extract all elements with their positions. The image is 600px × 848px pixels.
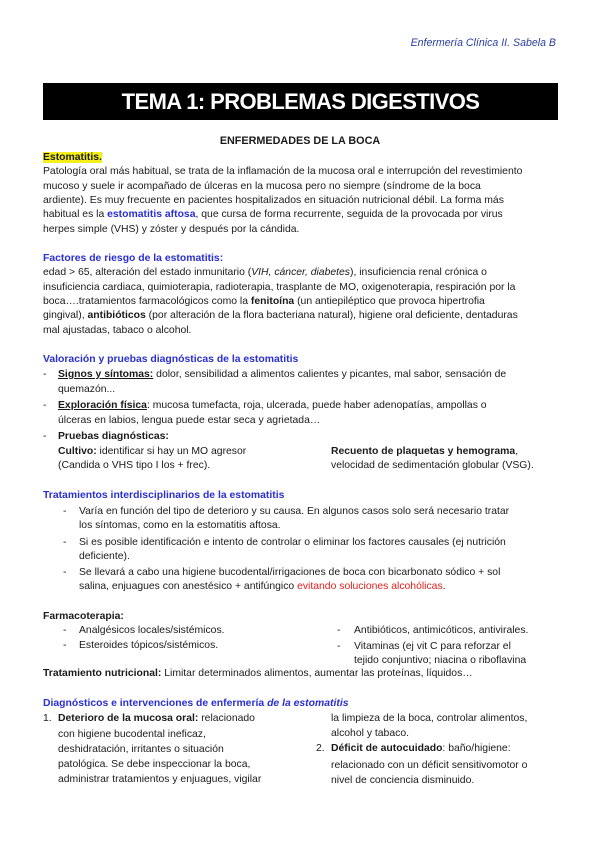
riesgo-line-1 (43, 266, 558, 281)
fenitoina-term: fenitoína (250, 296, 295, 307)
section-title: ENFERMEDADES DE LA BOCA (219, 135, 381, 147)
farmaco-item-esteroides: Esteroides tópicos/sistémicos. (79, 640, 219, 651)
estomatitis-aftosa-term: estomatitis aftosa (107, 209, 196, 220)
cultivo-line-2: (Candida o VHS tipo I los + frec). (58, 460, 211, 471)
evitar-alcohol-warning: evitando soluciones alcohólicas (297, 581, 443, 592)
riesgo-line-4 (43, 309, 558, 324)
farmaco-item-vitaminas-line-2: tejido conjuntivo; niacina o riboflavina (354, 655, 527, 666)
list-dash: - (337, 641, 341, 652)
deterioro-line-3: deshidratación, irritantes o situación (58, 744, 224, 755)
list-dash: - (337, 625, 341, 636)
farmaco-item-vitaminas-line-1: Vitaminas (ej vit C para reforzar el (354, 641, 511, 652)
deterioro-line-4: patológica. Se debe inspeccionar la boca, (58, 759, 251, 770)
text-segment: relacionado (198, 713, 255, 724)
text-segment: dolor, sensibilidad a alimentos calientes y picantes, mal sabor, sensación de (153, 369, 507, 380)
text-segment: ), insuficiencia renal crónica o (350, 267, 487, 278)
page-title-banner: TEMA 1: PROBLEMAS DIGESTIVOS (43, 83, 558, 120)
list-dash: - (63, 567, 67, 578)
estomatitis-line-4 (43, 208, 558, 223)
list-dash: - (43, 431, 47, 442)
cultivo-line-1 (58, 445, 328, 460)
estomatitis-line-1: Patología oral más habitual, se trata de la inflamación de la mucosa oral e interrupción del revestimiento (43, 166, 523, 177)
tratamientos-heading: Tratamientos interdisciplinarios de la estomatitis (43, 490, 285, 501)
estomatitis-heading-line (43, 151, 558, 166)
nutricional-label: Tratamiento nutricional: (43, 668, 162, 679)
recuento-line-1 (331, 445, 561, 460)
tratamiento-2-line-2: deficiente). (79, 551, 130, 562)
nutricional-line (43, 667, 558, 682)
list-dash: - (63, 506, 67, 517)
text-segment: Limitar determinados alimentos, aumentar las proteínas, líquidos… (161, 668, 473, 679)
list-number-2: 2. (316, 743, 325, 754)
recuento-label: Recuento de plaquetas y hemograma (331, 446, 516, 457)
antibioticos-term: antibióticos (87, 310, 146, 321)
farmaco-heading: Farmacoterapia: (43, 611, 124, 622)
header-note: Enfermería Clínica II. Sabela B (410, 37, 556, 49)
list-dash: - (43, 400, 47, 411)
text-segment: , que cursa de forma recurrente, seguida de la provocada por virus (195, 209, 503, 220)
text-segment: de la estomatitis (267, 698, 349, 709)
text-segment: edad > 65, alteración del estado inmunitario ( (43, 267, 252, 278)
text-segment: , (515, 446, 519, 457)
exploracion-line-1 (58, 399, 558, 414)
diagnosticos-heading (43, 697, 558, 712)
text-segment: identificar si hay un MO agresor (96, 446, 247, 457)
text-segment: : baño/higiene: (442, 743, 511, 754)
list-dash: - (43, 369, 47, 380)
deterioro-label: Deterioro de la mucosa oral: (58, 713, 199, 724)
deterioro-continued-line-1: la limpieza de la boca, controlar alimentos, (331, 713, 528, 724)
tratamiento-3-line-2 (79, 580, 554, 595)
cultivo-label: Cultivo: (58, 446, 97, 457)
text-segment: : mucosa tumefacta, roja, ulcerada, puede haber adenopatías, ampollas o (146, 400, 487, 411)
list-dash: - (63, 625, 67, 636)
text-segment: (por alteración de la flora bacteriana natural), higiene oral deficiente, dentaduras (145, 310, 518, 321)
signos-line-1 (58, 368, 558, 383)
text-segment: Diagnósticos e intervenciones de enfermería (43, 698, 268, 709)
deterioro-line-1 (58, 712, 318, 727)
deterioro-line-5: administrar tratamientos y enjuagues, vigilar (58, 774, 262, 785)
text-segment: (un antiepiléptico que provoca hipertrofia (294, 296, 485, 307)
estomatitis-heading: Estomatitis. (43, 152, 102, 163)
farmaco-item-antibioticos: Antibióticos, antimicóticos, antivirales. (354, 625, 529, 636)
list-dash: - (63, 537, 67, 548)
deficit-label: Déficit de autocuidado (331, 743, 443, 754)
text-segment: gingival), (43, 310, 88, 321)
deficit-line-3: nivel de conciencia disminuido. (331, 775, 475, 786)
recuento-line-2: velocidad de sedimentación globular (VSG). (331, 460, 534, 471)
deficit-line-1 (331, 742, 561, 757)
exploracion-line-2: úlceras en labios, lengua puede estar seca y agrietada… (58, 415, 321, 426)
text-segment: habitual es la (43, 209, 108, 220)
riesgo-heading: Factores de riesgo de la estomatitis: (43, 253, 224, 264)
list-number-1: 1. (43, 713, 52, 724)
riesgo-line-2: insuficiencia cardiaca, quimioterapia, radioterapia, trasplante de MO, oxigenoterapia, respiración por la (43, 282, 516, 293)
list-dash: - (63, 640, 67, 651)
valoracion-heading: Valoración y pruebas diagnósticas de la estomatitis (43, 354, 299, 365)
riesgo-line-5: mal ajustadas, tabaco o alcohol. (43, 325, 192, 336)
exploracion-label: Exploración física (58, 400, 147, 411)
tratamiento-1-line-2: los síntomas, como en la estomatitis aftosa. (79, 520, 281, 531)
estomatitis-line-5: herpes simple (VHS) y zóster y después por la cándida. (43, 224, 300, 235)
deterioro-continued-line-2: alcohol y tabaco. (331, 728, 409, 739)
tratamiento-2-line-1: Si es posible identificación e intento de controlar o eliminar los factores causales (ej nutrición (79, 537, 506, 548)
signos-line-2: quemazón... (58, 384, 116, 395)
text-segment: boca….tratamientos farmacológicos como la (43, 296, 251, 307)
tratamiento-1-line-1: Varía en función del tipo de deterioro y su causa. En algunos casos solo será necesario tratar (79, 506, 510, 517)
deterioro-line-2: con higiene bucodental ineficaz, (58, 729, 206, 740)
deficit-line-2: relacionado con un déficit sensitivomotor o (331, 760, 528, 771)
farmaco-item-analgesicos: Analgésicos locales/sistémicos. (79, 625, 225, 636)
estomatitis-line-2: mucoso y suele ir acompañado de úlceras en la mucosa pero no siempre (síndrome de la boca (43, 181, 481, 192)
pruebas-label: Pruebas diagnósticas: (58, 431, 169, 442)
tratamiento-3-line-1: Se llevará a cabo una higiene bucodental/irrigaciones de boca con bicarbonato sódico + sol (79, 567, 501, 578)
signos-label: Signos y síntomas: (58, 369, 154, 380)
text-segment: salina, enjuagues con anestésico + antifúngico (79, 581, 298, 592)
riesgo-line-3 (43, 295, 558, 310)
text-segment: VIH, cáncer, diabetes (251, 267, 351, 278)
text-segment: . (442, 581, 446, 592)
estomatitis-line-3: ardiente). Es muy frecuente en pacientes hospitalizados en situación nutricional débil. La forma más (43, 195, 504, 206)
